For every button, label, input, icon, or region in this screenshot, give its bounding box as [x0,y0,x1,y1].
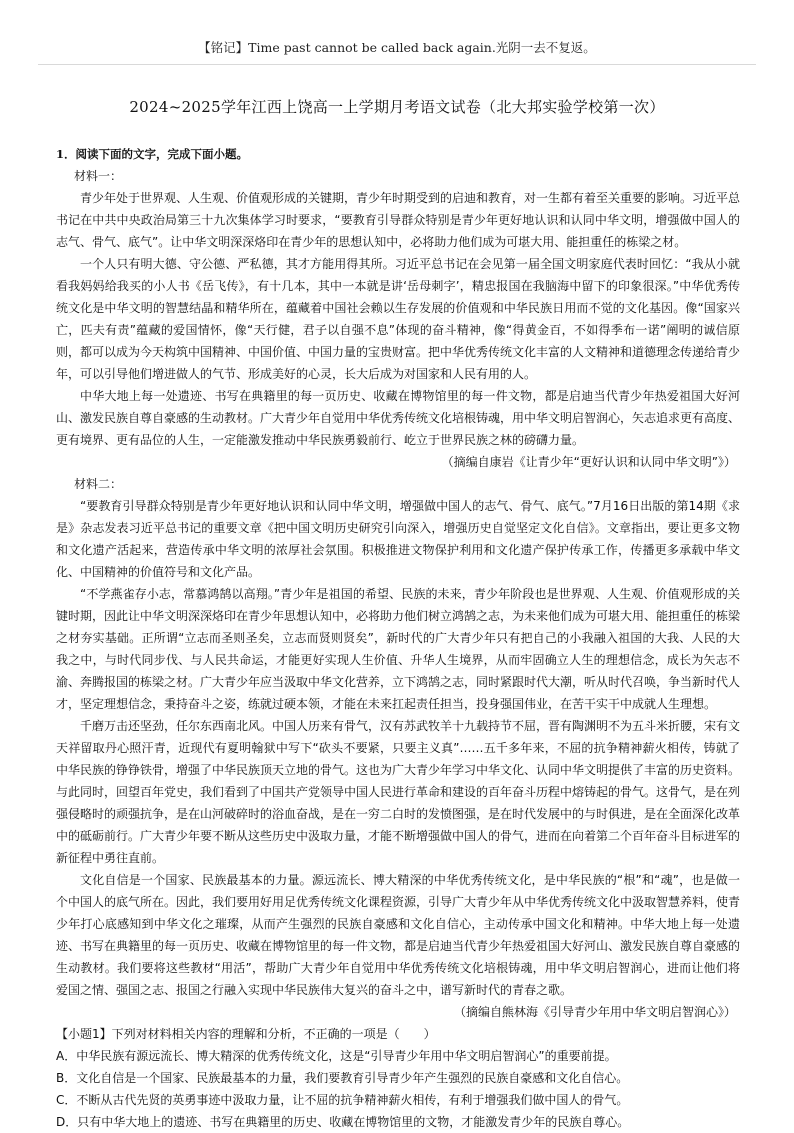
header-motto: 【铭记】Time past cannot be called back again.光阴一去不复返。 [198,40,596,55]
material-2-paragraph: 文化自信是一个国家、民族最基本的力量。源远流长、博大精深的中华优秀传统文化，是中华民族的“根”和“魂”，也是做一个中国人的底气所在。因此，我们要用好用足优秀传统文化课程资源，引导广大青少年从中华优秀传统文化中汲取智慧养料，使青少年打心底感知到中华文化之璀璨，从而产生强烈的民族自豪感和文化自信心，主动传承中国文化和精神。中华大地上每一处遗迹、书写在典籍里的每一页历史、收藏在博物馆里的每一件文物，都是启迪当代青少年热爱祖国大好河山、激发民族自尊自豪感的生动教材。我们要将这些教材“用活”，帮助广大青少年自觉用中华优秀传统文化培根铸魂，用中华文明启智润心，进而让他们将爱国之情、强国之志、报国之行融入实现中华民族伟大复兴的奋斗之中，谱写新时代的青春之歌。 [56,873,741,997]
material-2-paragraph: “不学燕雀存小志，常慕鸿鹄以高翔。”青少年是祖国的希望、民族的未来，青少年阶段也是世界观、人生观、价值观形成的关键时期，因此让中华文明深深烙印在青少年思想认知中，必将助力他们树立鸿鹄之志，为未来他们成为可堪大用、能担重任的栋梁之材夯实基础。正所谓“立志而圣则圣矣，立志而贤则贤矣”，新时代的广大青少年只有把自己的小我融入祖国的大我、人民的大我之中，与时代同步伐、与人民共命运，才能更好实现人生价值、升华人生境界，从而牢固确立人生的理想信念，成长为矢志不渝、奔腾报国的栋梁之材。广大青少年应当汲取中华文化营养，立下鸿鹄之志，同时紧跟时代大潮，听从时代召唤，争当新时代人才，坚定理想信念，秉持奋斗之姿，练就过硬本领，才能在未来扛起责任担当，投身强国伟业，在苦干实干中成就人生理想。 [56,587,741,711]
material-1-paragraph: 中华大地上每一处遗迹、书写在典籍里的每一页历史、收藏在博物馆里的每一件文物，都是启迪当代青少年热爱祖国大好河山、激发民族自尊自豪感的生动教材。广大青少年自觉用中华优秀传统文化培根铸魂，用中华文明启智润心，矢志追求更有高度、更有境界、更有品位的人生，一定能激发推动中华民族勇毅前行、屹立于世界民族之林的磅礴力量。 [56,389,741,447]
subquestion-1-options [56,1045,740,1133]
material-1-label: 材料一： [74,169,123,183]
material-1-paragraph: 青少年处于世界观、人生观、价值观形成的关键期，青少年时期受到的启迪和教育，对一生都有着至关重要的影响。习近平总书记在中共中央政治局第三十九次集体学习时要求，“要教育引导群众特别是青少年更好地认识和认同中华文明，增强做中国人的志气、骨气、底气”。让中华文明深深烙印在青少年的思想认知中，必将助力他们成为可堪大用、能担重任的栋梁之材。 [56,191,741,249]
question-intro: 1．阅读下面的文字，完成下面小题。 [56,147,248,161]
material-2-label: 材料二： [74,477,123,491]
material-1-source: （摘编自康岩《让青少年“更好认识和认同中华文明”》） [441,455,736,469]
material-2-paragraph: “要教育引导群众特别是青少年更好地认识和认同中华文明，增强做中国人的志气、骨气、底气。”7月16日出版的第14期《求是》杂志发表习近平总书记的重要文章《把中国文明历史研究引向深入，增强历史自觉坚定文化自信》。文章指出，要让更多文物和文化遗产活起来，营造传承中华文明的浓厚社会氛围。积极推进文物保护利用和文化遗产保护传承工作，传播更多承载中华文化、中国精神的价值符号和文化产品。 [56,499,740,579]
header-divider [38,64,756,65]
material-2-source: （摘编自熊林海《引导青少年用中华文明启智润心》） [453,1005,736,1019]
question-content [56,143,740,1133]
page-title: 2024~2025学年江西上饶高一上学期月考语文试卷（北大邦实验学校第一次） [129,98,665,116]
option-b[interactable]: B．文化自信是一个国家、民族最基本的力量，我们要教育引导青少年产生强烈的民族自豪感和文化自信心。 [56,1071,629,1085]
option-a[interactable]: A．中华民族有源远流长、博大精深的优秀传统文化，这是“引导青少年用中华文明启智润心”的重要前提。 [56,1049,617,1063]
option-d[interactable]: D．只有中华大地上的遗迹、书写在典籍里的历史、收藏在博物馆里的文物，才能激发青少年的民族自尊心。 [56,1115,630,1129]
material-1-paragraph: 一个人只有明大德、守公德、严私德，其才方能用得其所。习近平总书记在会见第一届全国文明家庭代表时回忆：“我从小就看我妈妈给我买的小人书《岳飞传》，有十几本，其中一本就是讲‘岳母刺字’，精忠报国在我脑海中留下的印象很深。”中华优秀传统文化是中华文明的智慧结晶和精华所在，蕴藏着中国社会赖以生存发展的价值观和中华民族日用而不觉的文化基因。像“国家兴亡，匹夫有责”蕴藏的爱国情怀，像“天行健，君子以自强不息”体现的奋斗精神，像“得黄金百，不如得季布一诺”阐明的诚信原则，都可以成为今天构筑中国精神、中国价值、中国力量的宝贵财富。把中华优秀传统文化丰富的人文精神和道德理念传递给青少年，可以引导他们增进做人的气节、形成美好的心灵，长大后成为对国家和人民有用的人。 [56,257,741,381]
option-c[interactable]: C．不断从古代先贤的英勇事迹中汲取力量，让不屈的抗争精神薪火相传，有利于增强我们做中国人的骨气。 [56,1093,629,1107]
subquestion-1-stem: 【小题1】下列对材料相关内容的理解和分析，不正确的一项是（ ） [56,1027,436,1041]
material-2-paragraph: 千磨万击还坚劲，任尔东西南北风。中国人历来有骨气，汉有苏武牧羊十九载持节不屈，晋有陶渊明不为五斗米折腰，宋有文天祥留取丹心照汗青，近现代有夏明翰狱中写下“砍头不要紧，只要主义真”……五千多年来，不屈的抗争精神薪火相传，铸就了中华民族的铮铮铁骨，增强了中华民族顶天立地的骨气。这也为广大青少年学习中华文化、认同中华文明提供了丰富的历史资料。与此同时，回望百年党史，我们看到了中国共产党领导中国人民进行革命和建设的百年奋斗历程中熔铸起的骨气。这骨气，是在列强侵略时的顽强抗争，是在山河破碎时的浴血奋战，是在一穷二白时的发愤图强，是在时代发展中的与时俱进，是在全面深化改革中的砥砺前行。广大青少年要不断从这些历史中汲取力量，才能不断增强做中国人的骨气，进而在向着第二个百年奋斗目标进军的新征程中勇往直前。 [56,719,741,865]
